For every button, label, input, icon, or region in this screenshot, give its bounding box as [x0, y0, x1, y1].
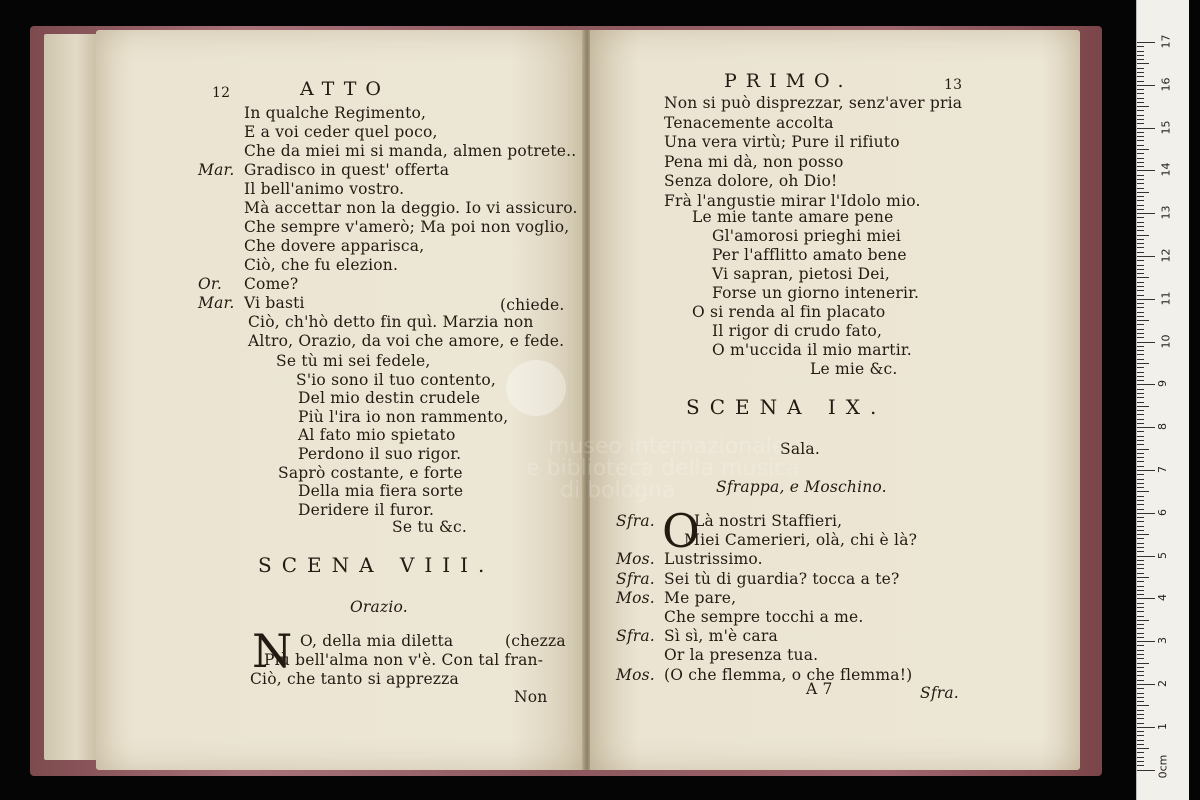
ruler-tick: [1137, 641, 1155, 642]
ruler-number: 10: [1159, 334, 1173, 349]
ruler-tick: [1137, 748, 1149, 749]
verse-line: Mà accettar non la deggio. Io vi assicuro.: [244, 199, 578, 217]
ruler-tick: [1137, 714, 1144, 715]
ruler-tick: [1137, 183, 1144, 184]
ruler-tick: [1137, 423, 1144, 424]
verse-line: E a voi ceder quel poco,: [244, 123, 438, 141]
verse-line: Ciò, che fu elezion.: [244, 256, 399, 274]
ruler-tick: [1137, 316, 1144, 317]
ruler-number: 5: [1156, 551, 1169, 559]
ruler-tick: [1137, 397, 1144, 398]
ruler-tick: [1137, 449, 1149, 450]
scene-character: Orazio.: [350, 598, 408, 616]
speaker-label: Sfra.: [616, 569, 655, 588]
ruler-tick: [1137, 616, 1144, 617]
ruler-tick: [1137, 731, 1144, 732]
catchword-right: Sfra.: [920, 684, 959, 702]
ruler-tick: [1137, 303, 1144, 304]
ruler-tick: [1137, 295, 1144, 296]
aria-end-right: Le mie &c.: [810, 360, 898, 378]
verse-line: Gradisco in quest' offerta: [244, 161, 450, 179]
aria-line: Al fato mio spietato: [298, 426, 456, 445]
ruler-tick: [1137, 740, 1144, 741]
verse-line: Pena mi dà, non posso: [664, 152, 844, 171]
ruler-tick: [1137, 633, 1144, 634]
ruler-tick: [1137, 474, 1144, 475]
ruler-tick: [1137, 350, 1144, 351]
ruler-tick: [1137, 102, 1144, 103]
ruler-tick: [1137, 273, 1144, 274]
ruler-tick: [1137, 752, 1144, 753]
verse-line: Vi basti: [244, 294, 305, 312]
ruler-tick: [1137, 265, 1144, 266]
ruler-tick: [1137, 81, 1144, 82]
ruler-tick: [1137, 680, 1144, 681]
ruler-number: 17: [1159, 34, 1173, 49]
ruler-tick: [1137, 98, 1144, 99]
ruler-tick: [1137, 654, 1144, 655]
verse-line: O, della mia diletta: [300, 632, 454, 650]
verse-line: Più bell'alma non v'è. Con tal fran-: [264, 651, 544, 669]
ruler-tick: [1137, 286, 1144, 287]
ruler-tick: [1137, 496, 1144, 497]
ruler-tick: [1137, 547, 1144, 548]
ruler-tick: [1137, 68, 1144, 69]
ruler-tick: [1137, 577, 1149, 578]
ruler-tick: [1137, 209, 1144, 210]
speaker-label: Sfra.: [616, 512, 655, 530]
ruler-tick: [1137, 85, 1155, 86]
ruler-tick: [1137, 363, 1149, 364]
ruler-tick: [1137, 376, 1144, 377]
ruler-tick: [1137, 128, 1155, 129]
aria-line: Forse un giorno intenerir.: [712, 284, 920, 302]
verse-line: Una vera virtù; Pure il rifiuto: [664, 133, 900, 151]
aria-line: Perdono il suo rigor.: [298, 445, 462, 463]
verse-line: Ciò, che tanto si apprezza: [250, 670, 459, 688]
ruler-tick: [1137, 342, 1155, 343]
ruler-tick: [1137, 372, 1144, 373]
ruler-tick: [1137, 538, 1144, 539]
verse-line: Che dovere apparisca,: [244, 237, 425, 255]
verse-line: Il bell'animo vostro.: [244, 180, 405, 198]
ruler-tick: [1137, 628, 1144, 629]
ruler-tick: [1137, 226, 1144, 227]
ruler-number: 7: [1156, 466, 1169, 473]
ruler-tick: [1137, 684, 1155, 685]
ruler-tick: [1137, 324, 1144, 325]
ruler-number: 14: [1159, 162, 1173, 177]
page-stain: [506, 360, 566, 416]
dialogue-line: Or la presenza tua.: [664, 646, 819, 665]
ruler-tick: [1137, 123, 1144, 124]
aria-line: Più l'ira io non rammento,: [298, 407, 509, 426]
ruler-tick: [1137, 179, 1144, 180]
ruler-tick: [1137, 106, 1149, 107]
aria-line: S'io sono il tuo contento,: [296, 370, 497, 389]
ruler-tick: [1137, 213, 1155, 214]
speaker-label: Mos.: [616, 588, 655, 607]
ruler-tick: [1137, 312, 1144, 313]
ruler-tick: [1137, 521, 1144, 522]
ruler-tick: [1137, 551, 1144, 552]
ruler-tick: [1137, 149, 1149, 150]
ruler-tick: [1137, 384, 1155, 385]
dialogue-line: (O che flemma, o che flemma!): [664, 665, 913, 684]
ruler-tick: [1137, 556, 1155, 557]
ruler-tick: [1137, 93, 1144, 94]
dialogue-line: Me pare,: [664, 588, 737, 607]
ruler-tick: [1137, 727, 1155, 728]
speaker-label: Mos.: [616, 665, 655, 684]
ruler-tick: [1137, 513, 1155, 514]
ruler-tick: [1137, 645, 1144, 646]
ruler-tick: [1137, 440, 1144, 441]
aria-line: Le mie tante amare pene: [692, 208, 894, 226]
ruler-tick: [1137, 299, 1155, 300]
speaker-label: Mar.: [198, 294, 235, 312]
ruler-number: 8: [1156, 423, 1169, 431]
ruler-number: 6: [1156, 508, 1169, 516]
ruler-tick: [1137, 307, 1144, 308]
ruler-tick: [1137, 158, 1144, 159]
ruler-tick: [1137, 705, 1149, 706]
aria-line: Per l'afflitto amato bene: [712, 246, 907, 264]
page-number-left: 12: [212, 85, 231, 101]
watermark-line: di bologna: [560, 478, 676, 503]
ruler-number: 12: [1159, 248, 1173, 263]
ruler-tick: [1137, 710, 1144, 711]
ruler-tick: [1137, 431, 1144, 432]
ruler-tick: [1137, 504, 1144, 505]
ruler-tick: [1137, 594, 1144, 595]
ruler-number: 4: [1156, 594, 1169, 602]
aria-line: Il rigor di crudo fato,: [712, 322, 883, 340]
ruler-tick: [1137, 590, 1144, 591]
ruler-number: 9: [1156, 380, 1169, 388]
ruler-number: 13: [1159, 205, 1173, 220]
ruler-tick: [1137, 410, 1144, 411]
ruler-tick: [1137, 119, 1144, 120]
ruler-tick: [1137, 260, 1144, 261]
ruler-tick: [1137, 188, 1144, 189]
page-number-right: 13: [944, 77, 963, 93]
ruler-tick: [1137, 115, 1144, 116]
ruler-tick: [1137, 89, 1144, 90]
ruler-tick: [1137, 243, 1144, 244]
ruler-tick: [1137, 466, 1144, 467]
aria-line: Deridere il furor.: [298, 500, 435, 519]
ruler-tick: [1137, 46, 1144, 47]
ruler-tick: [1137, 402, 1144, 403]
ruler-tick: [1137, 290, 1144, 291]
ruler-tick: [1137, 76, 1144, 77]
ruler-tick: [1137, 282, 1144, 283]
ruler-tick: [1137, 205, 1144, 206]
watermark-line: e biblioteca della musica: [526, 456, 800, 481]
ruler-tick: [1137, 620, 1149, 621]
ruler-tick: [1137, 393, 1144, 394]
speaker-label: Sfra.: [616, 627, 655, 646]
running-head-right: PRIMO.: [724, 70, 853, 92]
aria-line: Del mio destin crudele: [298, 389, 481, 408]
ruler-tick: [1137, 607, 1144, 608]
dialogue-line: Là nostri Staffieri,: [694, 512, 843, 530]
ruler-tick: [1137, 436, 1144, 437]
aria-line: Saprò costante, e forte: [278, 463, 463, 482]
ruler-tick: [1137, 389, 1144, 390]
ruler-tick: [1137, 688, 1144, 689]
ruler-tick: [1137, 479, 1144, 480]
ruler-tick: [1137, 530, 1144, 531]
ruler-tick: [1137, 333, 1144, 334]
aria-line: Della mia fiera sorte: [298, 482, 464, 501]
ruler-tick: [1137, 560, 1144, 561]
ruler-tick: [1137, 718, 1144, 719]
measuring-ruler: [1136, 0, 1189, 800]
dialogue-line: Miei Camerieri, olà, chi è là?: [684, 531, 918, 550]
ruler-tick: [1137, 42, 1155, 43]
ruler-tick: [1137, 509, 1144, 510]
ruler-tick: [1137, 63, 1149, 64]
ruler-tick: [1137, 765, 1144, 766]
ruler-tick: [1137, 658, 1144, 659]
ruler-tick: [1137, 483, 1144, 484]
ruler-tick: [1137, 359, 1144, 360]
ruler-tick: [1137, 637, 1144, 638]
verse-line: Altro, Orazio, da voi che amore, e fede.: [248, 332, 565, 350]
ruler-number: 15: [1159, 120, 1173, 135]
running-head-left: ATTO: [300, 78, 390, 100]
dropcap-o: O: [662, 504, 700, 558]
ruler-tick: [1137, 461, 1144, 462]
verse-line: Non si può disprezzar, senz'aver pria: [664, 94, 963, 112]
ruler-tick: [1137, 675, 1144, 676]
ruler-tick: [1137, 534, 1149, 535]
ruler-tick: [1137, 581, 1144, 582]
ruler-tick: [1137, 235, 1149, 236]
ruler-tick: [1137, 414, 1144, 415]
ruler-tick: [1137, 196, 1144, 197]
scene-title-viii: SCENA VIII.: [258, 553, 495, 577]
ruler-tick: [1137, 380, 1144, 381]
verse-line: In qualche Regimento,: [244, 104, 427, 122]
ruler-tick: [1137, 277, 1149, 278]
speaker-label: Mos.: [616, 550, 655, 569]
ruler-tick: [1137, 611, 1144, 612]
ruler-tick: [1137, 222, 1144, 223]
signature-mark: A 7: [806, 680, 833, 698]
speaker-label: Or.: [198, 275, 222, 293]
ruler-tick: [1137, 59, 1144, 60]
ruler-tick: [1137, 170, 1155, 171]
ruler-tick: [1137, 457, 1144, 458]
ruler-tick: [1137, 419, 1144, 420]
ruler-tick: [1137, 269, 1144, 270]
dialogue-line: Sì sì, m'è cara: [664, 627, 778, 646]
dialogue-line: Che sempre tocchi a me.: [664, 608, 864, 626]
ruler-tick: [1137, 329, 1144, 330]
dialogue-line: Lustrissimo.: [664, 550, 763, 569]
ruler-tick: [1137, 354, 1144, 355]
ruler-tick: [1137, 367, 1144, 368]
ruler-tick: [1137, 564, 1144, 565]
ruler-tick: [1137, 166, 1144, 167]
verse-line: Ciò, ch'hò detto fin quì. Marzia non: [248, 313, 534, 331]
scene-setting: Sala.: [780, 440, 820, 458]
ruler-tick: [1137, 140, 1144, 141]
ruler-number: 11: [1159, 291, 1173, 306]
closing-side-note: (chezza: [505, 632, 566, 650]
ruler-tick: [1137, 247, 1144, 248]
ruler-tick: [1137, 663, 1149, 664]
ruler-tick: [1137, 701, 1144, 702]
ruler-tick: [1137, 200, 1144, 201]
ruler-tick: [1137, 175, 1144, 176]
aria-line: Vi sapran, pietosi Dei,: [712, 265, 890, 283]
ruler-tick: [1137, 51, 1144, 52]
ruler-tick: [1137, 667, 1144, 668]
verse-line: Che sempre v'amerò; Ma poi non voglio,: [244, 218, 570, 236]
ruler-tick: [1137, 136, 1144, 137]
ruler-tick: [1137, 650, 1144, 651]
ruler-tick: [1137, 256, 1155, 257]
ruler-tick: [1137, 487, 1144, 488]
catchword-left: Non: [514, 688, 548, 706]
ruler-tick: [1137, 320, 1149, 321]
aria-line: Se tù mi sei fedele,: [276, 352, 431, 370]
ruler-tick: [1137, 153, 1144, 154]
ruler-tick: [1137, 697, 1144, 698]
aria-end-left: Se tu &c.: [392, 518, 468, 536]
ruler-tick: [1137, 110, 1144, 111]
ruler-tick: [1137, 217, 1144, 218]
ruler-tick: [1137, 252, 1144, 253]
ruler-tick: [1137, 427, 1155, 428]
ruler-tick: [1137, 406, 1149, 407]
ruler-tick: [1137, 491, 1149, 492]
ruler-tick: [1137, 624, 1144, 625]
ruler-tick: [1137, 162, 1144, 163]
ruler-tick: [1137, 723, 1144, 724]
ruler-tick: [1137, 598, 1155, 599]
ruler-tick: [1137, 500, 1144, 501]
verse-line: Frà l'angustie mirar l'Idolo mio.: [664, 191, 921, 210]
ruler-tick: [1137, 145, 1144, 146]
ruler-tick: [1137, 586, 1144, 587]
ruler-tick: [1137, 568, 1144, 569]
ruler-tick: [1137, 744, 1144, 745]
scene-characters: Sfrappa, e Moschino.: [716, 478, 887, 496]
watermark-line: museo internazionale: [548, 434, 786, 459]
stage-direction: (chiede.: [500, 296, 565, 314]
ruler-number: 1: [1156, 722, 1169, 730]
aria-line: O m'uccida il mio martir.: [712, 341, 912, 359]
ruler-tick: [1137, 761, 1144, 762]
ruler-tick: [1137, 346, 1144, 347]
ruler-tick: [1137, 693, 1144, 694]
ruler-tick: [1137, 239, 1144, 240]
ruler-tick: [1137, 770, 1155, 771]
flyleaf-edge: [44, 34, 98, 760]
ruler-tick: [1137, 55, 1144, 56]
ruler-tick: [1137, 470, 1155, 471]
dropcap-n: N: [252, 624, 293, 678]
ruler-number: 2: [1156, 680, 1169, 687]
ruler-tick: [1137, 517, 1144, 518]
dialogue-line: Sei tù di guardia? tocca a te?: [664, 569, 900, 588]
ruler-number: 3: [1156, 637, 1169, 645]
verse-line: Come?: [244, 275, 299, 293]
ruler-tick: [1137, 526, 1144, 527]
aria-line: O si renda al fin placato: [692, 303, 886, 321]
ruler-tick: [1137, 72, 1144, 73]
ruler-tick: [1137, 192, 1149, 193]
ruler-tick: [1137, 543, 1144, 544]
ruler-tick: [1137, 337, 1144, 338]
ruler-unit: 0cm: [1156, 754, 1170, 779]
ruler-tick: [1137, 671, 1144, 672]
ruler-tick: [1137, 132, 1144, 133]
ruler-tick: [1137, 573, 1144, 574]
verse-line: Che da miei mi si manda, almen potrete..: [244, 142, 577, 160]
ruler-tick: [1137, 757, 1144, 758]
verse-line: Tenacemente accolta: [664, 113, 834, 132]
aria-line: Gl'amorosi prieghi miei: [712, 227, 902, 245]
ruler-tick: [1137, 444, 1144, 445]
ruler-tick: [1137, 230, 1144, 231]
scene-title-ix: SCENA IX.: [686, 395, 887, 419]
ruler-tick: [1137, 603, 1144, 604]
verse-line: Senza dolore, oh Dio!: [664, 172, 838, 190]
ruler-tick: [1137, 453, 1144, 454]
ruler-number: 16: [1159, 77, 1173, 92]
ruler-tick: [1137, 735, 1144, 736]
speaker-label: Mar.: [198, 161, 235, 179]
